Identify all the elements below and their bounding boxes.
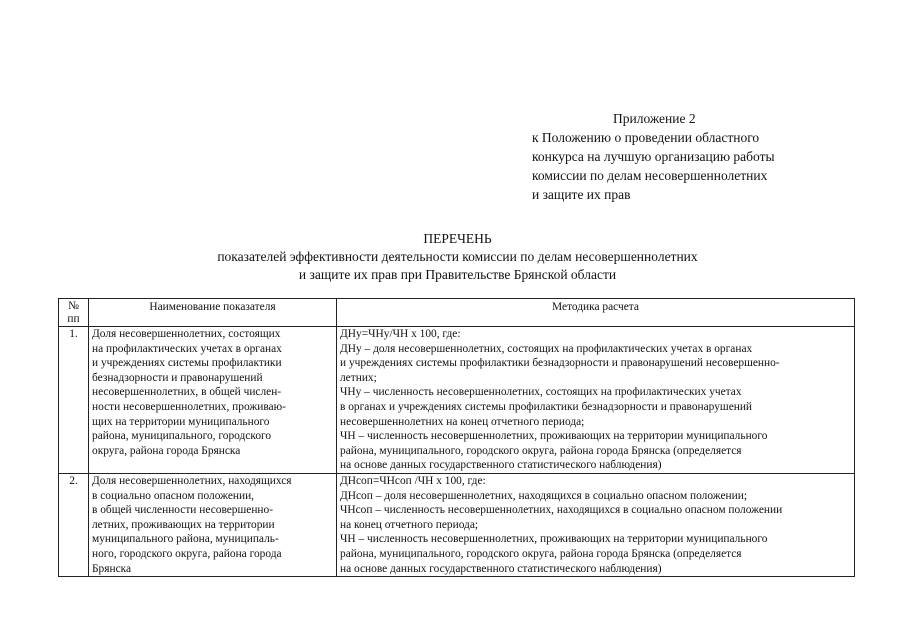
indicator-name-line: на профилактических учетах в органах (92, 342, 282, 355)
indicator-name-line: ного, городского округа, района города (92, 547, 282, 560)
method-line: района, муниципального, городского округа, района города Брянска (определяется (340, 444, 742, 457)
appendix-line: и защите их прав (532, 187, 631, 202)
method-line: ДНсоп=ЧНсоп /ЧН х 100, где: (340, 474, 486, 487)
method-line: ЧНу – численность несовершеннолетних, состоящих на профилактических учетах (340, 386, 742, 399)
header-indicator-name: Наименование показателя (89, 299, 337, 327)
table-row (59, 473, 855, 576)
method-line: ДНу – доля несовершеннолетних, состоящих на профилактических учетах в органах (340, 342, 753, 355)
method-line: в органах и учреждениях системы профилактики безнадзорности и правонарушений (340, 400, 753, 413)
document-subtitle-line: показателей эффективности деятельности комиссии по делам несовершеннолетних (217, 249, 698, 264)
method-line: ЧН – численность несовершеннолетних, проживающих на территории муниципального (340, 430, 768, 443)
indicator-name-line: в общей численности несовершенно- (92, 504, 274, 517)
method-line: ДНу=ЧНу/ЧН х 100, где: (340, 328, 461, 340)
header-calculation-method: Методика расчета (337, 299, 855, 327)
method-line: ЧНсоп – численность несовершеннолетних, находящихся в социально опасном положении (340, 504, 783, 517)
appendix-line: к Положению о проведении областного (532, 130, 760, 145)
indicator-name-line: округа, района города Брянска (92, 444, 241, 457)
header-num-line: пп (67, 313, 80, 325)
indicators-table (58, 298, 855, 577)
method-line: ЧН – численность несовершеннолетних, проживающих на территории муниципального (340, 533, 768, 546)
method-line: на основе данных государственного статистического наблюдения) (340, 459, 662, 472)
indicator-name-line: безнадзорности и правонарушений (92, 371, 263, 384)
header-num (59, 299, 89, 327)
method-line: на конец отчетного периода; (340, 518, 479, 531)
appendix-block (532, 109, 852, 204)
indicator-name-line: в социально опасном положении, (92, 489, 255, 502)
appendix-title: Приложение 2 (613, 111, 696, 126)
indicator-name (89, 473, 337, 576)
indicator-name-line: щих на территории муниципального (92, 415, 270, 428)
document-subtitle-line: и защите их прав при Правительстве Брянской области (298, 267, 617, 282)
method-line: района, муниципального, городского округа, района города Брянска (определяется (340, 547, 742, 560)
indicator-name-line: муниципального района, муниципаль- (92, 533, 279, 546)
method-line: на основе данных государственного статистического наблюдения) (340, 562, 662, 575)
header-num-line: № (68, 300, 79, 312)
indicator-name-line: Доля несовершеннолетних, находящихся (92, 474, 292, 487)
indicator-name (89, 327, 337, 474)
indicator-name-line: Доля несовершеннолетних, состоящих (92, 328, 281, 340)
indicator-name-line: и учреждениях системы профилактики (92, 357, 282, 370)
calculation-method (337, 327, 855, 474)
method-line: летних; (340, 371, 377, 384)
row-number: 1. (59, 327, 89, 474)
indicator-name-line: Брянска (92, 562, 132, 575)
indicator-name-line: района, муниципального, городского (92, 430, 272, 443)
table-header-row (59, 299, 855, 327)
method-line: ДНсоп – доля несовершеннолетних, находящихся в социально опасном положении; (340, 489, 747, 502)
method-line: и учреждениях системы профилактики безнадзорности и правонарушений несовершенно- (340, 357, 780, 370)
appendix-line: комиссии по делам несовершеннолетних (532, 168, 768, 183)
method-line: несовершеннолетних на конец отчетного периода; (340, 415, 585, 428)
document-heading (0, 230, 905, 284)
indicator-name-line: летних, проживающих на территории (92, 518, 275, 531)
row-number: 2. (59, 473, 89, 576)
document-title: ПЕРЕЧЕНЬ (423, 231, 492, 246)
appendix-line: конкурса на лучшую организацию работы (532, 149, 775, 164)
calculation-method (337, 473, 855, 576)
indicator-name-line: ности несовершеннолетних, проживаю- (92, 400, 286, 413)
table-row (59, 327, 855, 474)
indicator-name-line: несовершеннолетних, в общей числен- (92, 386, 282, 399)
